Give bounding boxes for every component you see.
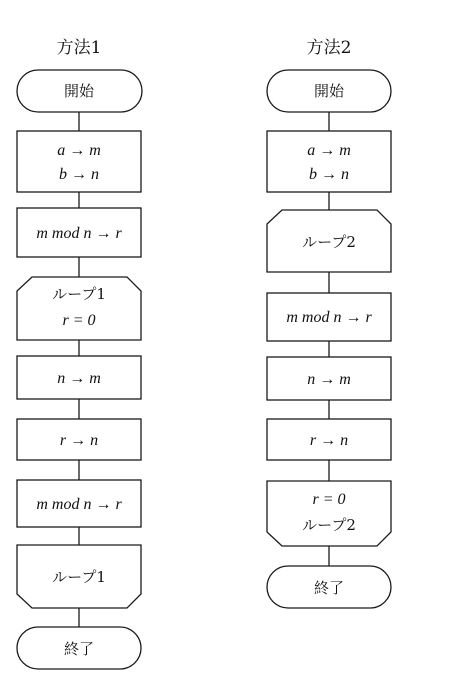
method2-n-to-m-label: n → m xyxy=(307,371,351,388)
method2-loop-start-label: ループ2 xyxy=(302,233,356,251)
method2-title: 方法2 xyxy=(306,38,352,58)
method1-assign-a-label: a → m xyxy=(57,142,101,159)
method1-mod2-label: m mod n → r xyxy=(36,496,122,513)
method1-loop-condition-label: r = 0 xyxy=(62,312,96,329)
method2-loop-condition-label: r = 0 xyxy=(312,491,346,508)
method2-end-label: 終了 xyxy=(313,579,345,597)
method1-n-to-m-label: n → m xyxy=(57,370,101,387)
method2-r-to-n-label: r → n xyxy=(309,432,349,449)
method1-mod1-label: m mod n → r xyxy=(36,225,122,242)
method1-loop-end-label: ループ1 xyxy=(52,568,106,586)
method1-r-to-n-label: r → n xyxy=(59,432,99,449)
method2-flowchart xyxy=(267,38,391,608)
method2-assign-a-label: a → m xyxy=(307,142,351,159)
method1-end-label: 終了 xyxy=(63,640,95,658)
method1-assign-b-label: b → n xyxy=(59,166,99,183)
method2-start-label: 開始 xyxy=(313,82,345,100)
method1-loop-start-label: ループ1 xyxy=(52,285,106,303)
method1-start-label: 開始 xyxy=(63,82,95,100)
method1-flowchart xyxy=(17,38,142,669)
method2-loop-end-label: ループ2 xyxy=(302,516,356,534)
method1-title: 方法1 xyxy=(56,38,102,58)
method2-assign-b-label: b → n xyxy=(309,166,349,183)
method2-mod-label: m mod n → r xyxy=(286,309,372,326)
